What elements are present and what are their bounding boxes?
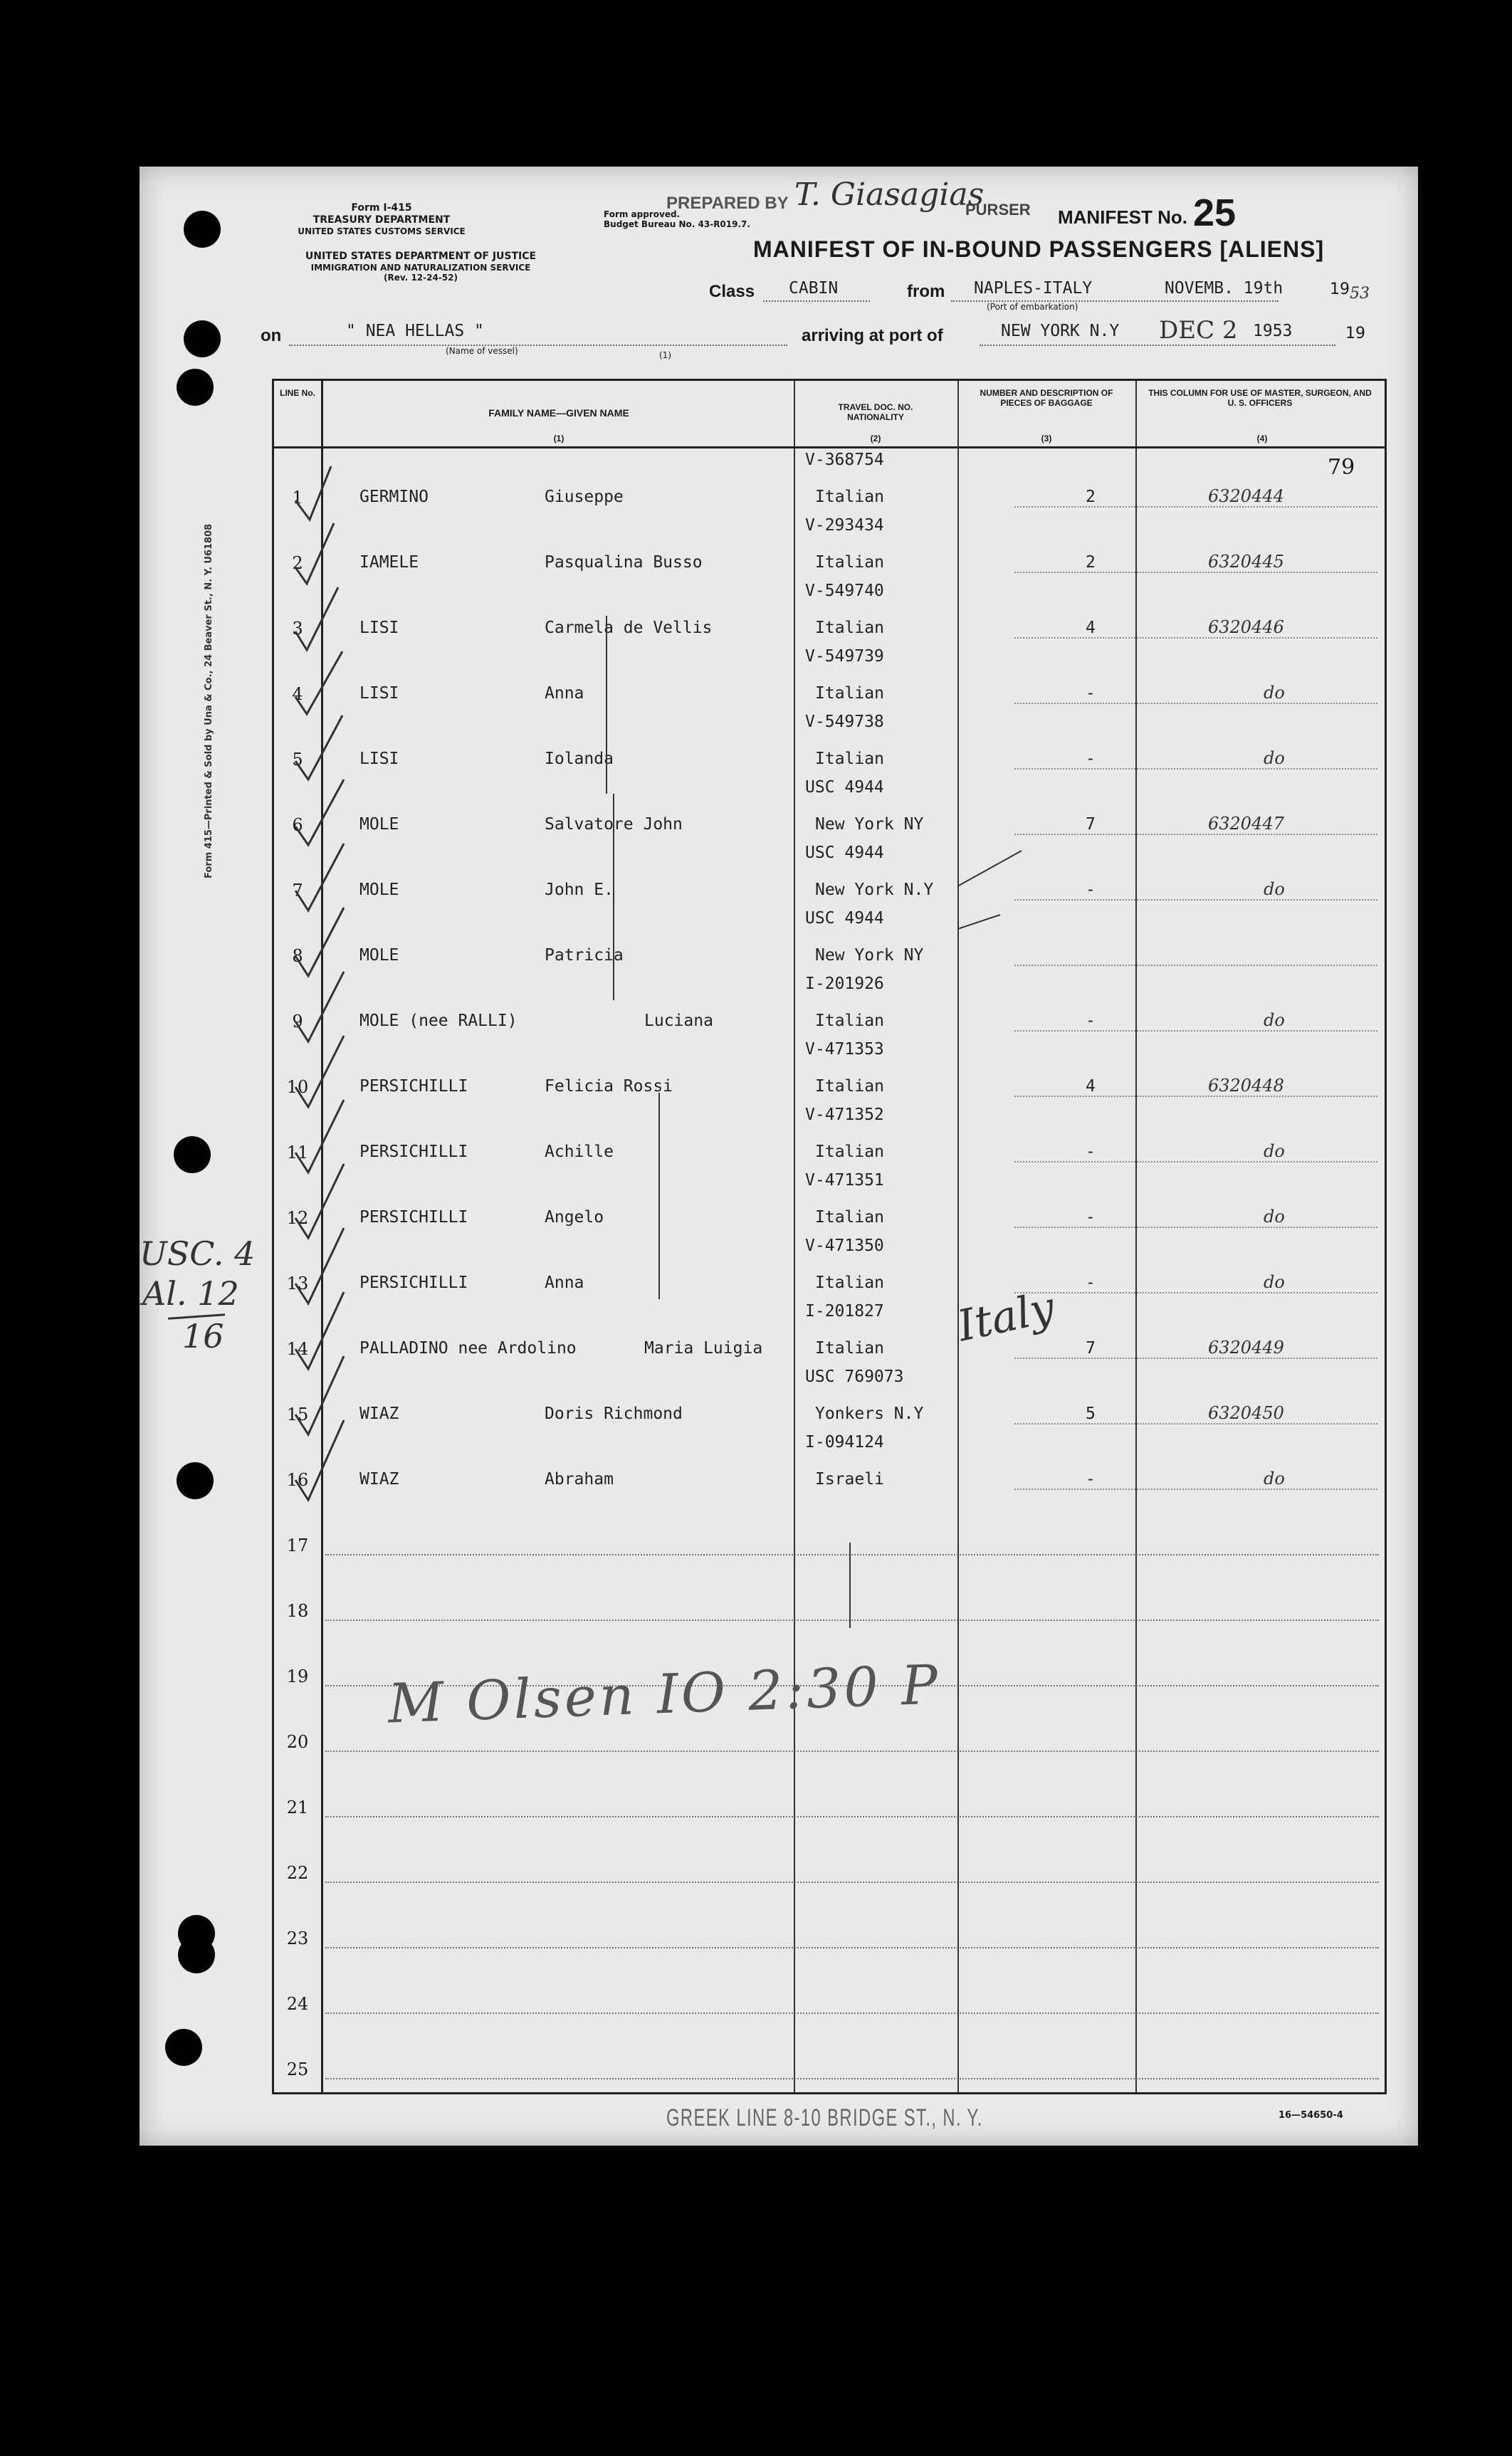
manifest-no-label: MANIFEST No. <box>1058 206 1187 228</box>
given-name: Carmela de Vellis <box>545 619 713 637</box>
class-label: Class <box>709 282 755 301</box>
line-number: 3 <box>292 619 303 639</box>
family-name: PERSICHILLI <box>359 1143 468 1161</box>
nationality: Italian <box>815 1339 884 1358</box>
travel-doc-number: V-293434 <box>805 516 884 535</box>
check-mark <box>295 466 331 520</box>
nationality: Italian <box>815 684 884 703</box>
punch-hole <box>177 369 214 406</box>
preparer-signature: T. Giasagias <box>794 177 985 213</box>
line-number: 11 <box>286 1143 309 1163</box>
blank-row-dots <box>325 1947 1379 1948</box>
officer-entry: 6320446 <box>1208 617 1284 637</box>
customs-service: UNITED STATES CUSTOMS SERVICE <box>298 226 466 236</box>
check-mark <box>295 972 344 1041</box>
family-name: LISI <box>359 750 399 768</box>
on-label: on <box>261 326 282 345</box>
baggage-count: - <box>1086 881 1096 899</box>
given-name: Salvatore John <box>545 815 683 834</box>
travel-doc-number: V-549740 <box>805 582 884 600</box>
year-blank: 19 <box>1345 325 1365 342</box>
line-number: 21 <box>286 1798 309 1817</box>
form-number: Form I-415 <box>351 202 412 214</box>
baggage-count: - <box>1086 1274 1096 1292</box>
prepared-by-label: PREPARED BY <box>666 194 789 213</box>
arrival-year: 1953 <box>1253 322 1293 340</box>
year-suffix: 53 <box>1350 285 1370 303</box>
table-row <box>274 1956 1385 2021</box>
given-name: Felicia Rossi <box>545 1077 673 1096</box>
col-doc-header: TRAVEL DOC. NO. NATIONALITY <box>838 402 913 422</box>
officer-entry: do <box>1264 1141 1285 1161</box>
year-prefix: 19 <box>1330 280 1350 298</box>
check-mark <box>295 715 342 780</box>
arrival-date: DEC 2 <box>1159 316 1238 345</box>
col-name-header: FAMILY NAME—GIVEN NAME <box>488 407 629 419</box>
family-bracket-wiaz <box>849 1543 851 1628</box>
given-name: Maria Luigia <box>644 1339 763 1358</box>
line-number: 10 <box>286 1077 309 1097</box>
check-mark <box>295 651 342 714</box>
officer-entry: 6320448 <box>1208 1076 1284 1096</box>
given-name: Abraham <box>545 1470 614 1489</box>
punch-hole <box>178 1936 215 1973</box>
family-name: MOLE <box>359 946 399 965</box>
baggage-count: - <box>1086 684 1096 703</box>
line-number: 7 <box>292 881 303 901</box>
officer-entry: 6320445 <box>1208 552 1284 572</box>
vessel-caption: (Name of vessel) <box>446 346 518 356</box>
given-name: Pasqualina Busso <box>545 553 703 572</box>
officer-entry: 6320447 <box>1208 814 1284 834</box>
officer-entry: do <box>1264 879 1285 899</box>
line-number: 18 <box>286 1601 309 1621</box>
given-name: Iolanda <box>545 750 614 768</box>
given-name: Patricia <box>545 946 624 965</box>
baggage-count: 4 <box>1086 1077 1096 1096</box>
line-number: 6 <box>292 815 303 835</box>
blank-row-dots <box>325 1882 1379 1883</box>
blank-row-dots <box>325 2012 1379 2014</box>
form-approved: Form approved. <box>604 209 681 219</box>
family-name: IAMELE <box>359 553 419 572</box>
nationality: Italian <box>815 1012 884 1030</box>
check-mark <box>295 908 344 976</box>
family-name: MOLE <box>359 815 399 834</box>
col-officers-number: (4) <box>1256 434 1268 444</box>
line-number: 22 <box>286 1863 309 1883</box>
check-mark <box>295 780 344 845</box>
nationality: Italian <box>815 750 884 768</box>
travel-doc-number: V-549738 <box>805 713 884 731</box>
margin-note-usc: USC. 4 <box>140 1234 256 1273</box>
nationality: Italian <box>815 1143 884 1161</box>
punch-hole <box>184 320 221 357</box>
margin-note-aliens: Al. 12 <box>142 1274 239 1313</box>
vessel-line <box>261 316 1392 364</box>
purser-label: PURSER <box>965 201 1031 219</box>
baggage-count: 5 <box>1086 1405 1096 1423</box>
officer-entry: do <box>1264 1469 1285 1489</box>
baggage-count: 7 <box>1086 815 1096 834</box>
form-header-left <box>275 202 488 236</box>
family-name: PALLADINO nee Ardolino <box>359 1339 577 1358</box>
punch-hole <box>184 211 221 248</box>
given-name: Luciana <box>644 1012 713 1030</box>
line-number: 24 <box>286 1994 309 2014</box>
line-number: 14 <box>286 1339 309 1359</box>
officer-entry: 6320450 <box>1208 1403 1284 1423</box>
blank-row-dots <box>325 2078 1379 2079</box>
manifest-number: 25 <box>1193 191 1237 234</box>
travel-doc-number: V-471352 <box>805 1106 884 1124</box>
nationality: Italian <box>815 488 884 506</box>
baggage-count: 2 <box>1086 488 1096 506</box>
given-name: Angelo <box>545 1208 604 1227</box>
col-baggage-header: NUMBER AND DESCRIPTION OF PIECES OF BAGGAGE <box>980 388 1113 408</box>
given-name: Doris Richmond <box>545 1405 683 1423</box>
officer-entry: do <box>1264 1207 1285 1227</box>
baggage-count: 4 <box>1086 619 1096 637</box>
table-row <box>274 1890 1385 1956</box>
nationality: New York NY <box>815 815 924 834</box>
family-name: LISI <box>359 684 399 703</box>
given-name: Anna <box>545 684 584 703</box>
given-name: John E. <box>545 881 614 899</box>
row-dotted-leader <box>1014 506 1377 508</box>
class-value: CABIN <box>789 279 839 298</box>
checkmarks-overlay <box>274 381 815 1719</box>
nationality: Yonkers N.Y <box>815 1405 924 1423</box>
travel-doc-number: V-471350 <box>805 1237 884 1255</box>
corner-number: 79 <box>1328 455 1355 480</box>
travel-doc-number: USC 4944 <box>805 909 884 928</box>
line-number: 13 <box>286 1274 309 1293</box>
manifest-title: MANIFEST OF IN-BOUND PASSENGERS [ALIENS] <box>753 236 1325 262</box>
family-name: MOLE (nee RALLI) <box>359 1012 518 1030</box>
vessel-column-number: (1) <box>659 350 671 360</box>
travel-doc-number: USC 4944 <box>805 778 884 797</box>
vessel-name: " NEA HELLAS " <box>346 322 484 340</box>
from-label: from <box>907 282 945 301</box>
baggage-count: 2 <box>1086 553 1096 572</box>
family-name: PERSICHILLI <box>359 1208 468 1227</box>
line-number: 23 <box>286 1928 309 1948</box>
officer-entry: do <box>1264 683 1285 703</box>
baggage-count: - <box>1086 750 1096 768</box>
family-name: LISI <box>359 619 399 637</box>
baggage-count: 7 <box>1086 1339 1096 1358</box>
nationality: New York N.Y <box>815 881 934 899</box>
nationality: Italian <box>815 619 884 637</box>
table-row <box>274 2021 1385 2087</box>
travel-doc-number: V-471353 <box>805 1040 884 1059</box>
port-embarkation-caption: (Port of embarkation) <box>987 302 1078 312</box>
family-name: GERMINO <box>359 488 429 506</box>
row-dotted-leader <box>1014 768 1377 770</box>
travel-doc-number: V-549739 <box>805 647 884 666</box>
line-number: 2 <box>292 553 303 573</box>
family-name: WIAZ <box>359 1470 399 1489</box>
immigration-service: IMMIGRATION AND NATURALIZATION SERVICE <box>310 263 531 273</box>
manifest-page <box>140 167 1418 2146</box>
line-number: 8 <box>292 946 303 966</box>
line-number: 16 <box>286 1470 309 1490</box>
punch-hole <box>174 1136 211 1173</box>
officer-entry: do <box>1264 1010 1285 1030</box>
family-name: PERSICHILLI <box>359 1077 468 1096</box>
arriving-label: arriving at port of <box>802 326 943 345</box>
port-embarkation-value: NAPLES-ITALY <box>974 279 1093 298</box>
family-name: WIAZ <box>359 1405 399 1423</box>
check-mark <box>295 1420 344 1500</box>
travel-doc-number: V-368754 <box>805 451 884 469</box>
nationality: Italian <box>815 1208 884 1227</box>
line-number: 25 <box>286 2059 309 2079</box>
col-officers-header: THIS COLUMN FOR USE OF MASTER, SURGEON, AND U. S. OFFICERS <box>1148 388 1372 408</box>
inspection-stamp-signature: M Olsen IO 2:30 P <box>387 1652 942 1736</box>
margin-note-total: 16 <box>182 1317 224 1355</box>
col-line-header: LINE No. <box>280 388 315 398</box>
form-revision: (Rev. 12-24-52) <box>384 273 458 283</box>
check-mark <box>295 1036 344 1107</box>
given-name: Achille <box>545 1143 614 1161</box>
line-number: 4 <box>292 684 303 704</box>
table-row <box>274 1759 1385 1825</box>
punch-hole <box>165 2029 202 2066</box>
departure-date: NOVEMB. 19th <box>1165 279 1283 298</box>
arrival-port: NEW YORK N.Y <box>1001 322 1120 340</box>
baggage-count: - <box>1086 1012 1096 1030</box>
given-name: Anna <box>545 1274 584 1292</box>
check-mark <box>295 844 344 910</box>
doc-column-strokes <box>957 808 1157 1719</box>
nationality: Italian <box>815 1274 884 1292</box>
check-mark <box>295 1356 344 1434</box>
punch-hole <box>177 1462 214 1499</box>
row-dotted-leader <box>1014 572 1377 573</box>
officer-entry: 6320449 <box>1208 1338 1284 1358</box>
check-mark <box>295 523 334 584</box>
travel-doc-number: V-471351 <box>805 1171 884 1190</box>
officer-entry: 6320444 <box>1208 486 1284 506</box>
baggage-count: - <box>1086 1470 1096 1489</box>
line-number: 17 <box>286 1536 309 1555</box>
officer-entry: do <box>1264 748 1285 768</box>
line-number: 19 <box>286 1667 309 1686</box>
travel-doc-number: I-201926 <box>805 975 884 993</box>
footer-greek-line: GREEK LINE 8-10 BRIDGE ST., N. Y. <box>666 2104 983 2131</box>
travel-doc-number: I-201827 <box>805 1302 884 1321</box>
row-dotted-leader <box>1014 637 1377 639</box>
col-doc-number: (2) <box>870 434 881 444</box>
line-number: 12 <box>286 1208 309 1228</box>
check-mark <box>295 1100 344 1172</box>
row-dotted-leader <box>1014 703 1377 704</box>
family-name: MOLE <box>359 881 399 899</box>
col-name-number: (1) <box>553 434 565 444</box>
nationality: Italian <box>815 553 884 572</box>
treasury-dept: TREASURY DEPARTMENT <box>313 214 451 226</box>
check-mark <box>295 587 338 650</box>
travel-doc-number: I-094124 <box>805 1433 884 1452</box>
line-number: 1 <box>292 488 303 508</box>
line-number: 5 <box>292 750 303 770</box>
budget-bureau: Budget Bureau No. 43-R019.7. <box>604 219 750 229</box>
nationality: Italian <box>815 1077 884 1096</box>
travel-doc-number: USC 4944 <box>805 844 884 862</box>
passenger-table <box>272 379 1387 2094</box>
class-from-line <box>709 279 1371 312</box>
italy-annotation: Italy <box>953 1282 1059 1352</box>
justice-block <box>253 251 588 283</box>
nationality: New York NY <box>815 946 924 965</box>
check-mark <box>295 1228 344 1303</box>
blank-row-dots <box>325 1816 1379 1817</box>
footer-form-code: 16—54650-4 <box>1279 2110 1343 2121</box>
line-number: 15 <box>286 1405 309 1424</box>
baggage-count: - <box>1086 1143 1096 1161</box>
blank-row-dots <box>325 1751 1379 1752</box>
baggage-count: - <box>1086 1208 1096 1227</box>
given-name: Giuseppe <box>545 488 624 506</box>
travel-doc-number: USC 769073 <box>805 1368 904 1386</box>
justice-dept: UNITED STATES DEPARTMENT OF JUSTICE <box>305 251 537 262</box>
officer-entry: do <box>1264 1272 1285 1292</box>
family-name: PERSICHILLI <box>359 1274 468 1292</box>
line-number: 20 <box>286 1732 309 1752</box>
check-mark <box>295 1164 344 1238</box>
col-baggage-number: (3) <box>1041 434 1052 444</box>
check-mark <box>295 1292 344 1369</box>
table-row <box>274 1825 1385 1890</box>
side-printer-note: Form 415—Printed & Sold by Una & Co., 24 Beaver St., N. Y. U61808 <box>204 523 214 878</box>
nationality: Israeli <box>815 1470 884 1489</box>
line-number: 9 <box>292 1012 303 1032</box>
